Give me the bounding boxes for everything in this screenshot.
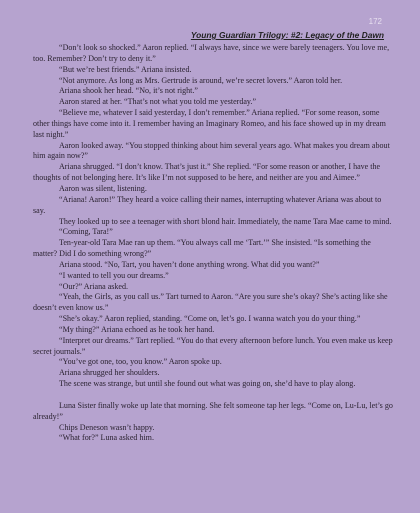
paragraph: Ariana shrugged. “I don’t know. That’s just it.” She replied. “For some reason or another, I have the thoughts of not belonging here. It’s like I’m not supposed to be here, and neither are you and Aimee.” <box>33 162 381 183</box>
paragraph: “Don’t look so shocked.” Aaron replied. “I always have, since we were barely teenagers. You love me, too. Remember? Don’t try to deny it.” <box>33 43 390 63</box>
paragraph: Ariana shook her head. “No, it’s not right.” <box>59 86 198 96</box>
paragraph: “What for?” Luna asked him. <box>59 433 154 443</box>
paragraph: Aaron looked away. “You stopped thinking about him several years ago. What makes you dream about him again now?” <box>33 140 390 161</box>
paragraph: “Yeah, the Girls, as you call us.” Tart turned to Aaron. “Are you sure she’s okay? She’s acting like she doesn’t even know us.” <box>33 292 388 313</box>
paragraph: “But we’re best friends.” Ariana insisted. <box>59 64 192 74</box>
paragraph: Ariana stood. “No, Tart, you haven’t done anything wrong. What did you want?” <box>59 259 320 269</box>
paragraph: “You’ve got one, too, you know.” Aaron spoke up. <box>59 357 222 367</box>
paragraph: “She’s okay.” Aaron replied, standing. “Come on, let’s go. I wanna watch you do your thing.” <box>59 314 361 324</box>
paragraph: “My thing?” Ariana echoed as he took her hand. <box>59 324 215 334</box>
paragraph: “I wanted to tell you our dreams.” <box>59 270 169 280</box>
paragraph: “Ariana! Aaron!” They heard a voice calling their names, interrupting whatever Ariana was about to say. <box>33 194 382 215</box>
paragraph: “Interpret our dreams.” Tart replied. “You do that every afternoon before lunch. You even make us keep secret journals.” <box>33 335 393 356</box>
paragraph: Chips Deneson wasn’t happy. <box>59 422 155 432</box>
paragraph: Luna Sister finally woke up late that morning. She felt someone tap her legs. “Come on, Lu-Lu, let’s go already!” <box>33 400 393 421</box>
paragraph: The scene was strange, but until she found out what was going on, she’d have to play along. <box>59 379 356 389</box>
paragraph: They looked up to see a teenager with short blond hair. Immediately, the name Tara Mae came to mind. <box>59 216 392 226</box>
paragraph: Ariana shrugged her shoulders. <box>59 368 160 378</box>
paragraph: “Coming, Tara!” <box>59 227 113 237</box>
paragraph: Aaron was silent, listening. <box>59 183 147 193</box>
paragraph: “Not anymore. As long as Mrs. Gertrude is around, we’re secret lovers.” Aaron told her. <box>59 75 343 85</box>
page-body <box>33 43 394 444</box>
paragraph: Ten-year-old Tara Mae ran up them. “You always call me ‘Tart.’” She insisted. “Is something the matter? Did I do something wrong?” <box>33 238 371 259</box>
paragraph: “Believe me, whatever I said yesterday, I don’t remember.” Ariana replied. “For some reason, some other things have come into it. I remember having an Imaginary Romeo, and his face showed up in my dream last night.” <box>33 108 386 139</box>
page-number: 172 <box>368 17 382 26</box>
paragraph: “Our?” Ariana asked. <box>59 281 129 291</box>
paragraph: Aaron stared at her. “That’s not what you told me yesterday.” <box>59 97 257 107</box>
running-header: Young Guardian Trilogy: #2: Legacy of the Dawn <box>190 30 384 40</box>
